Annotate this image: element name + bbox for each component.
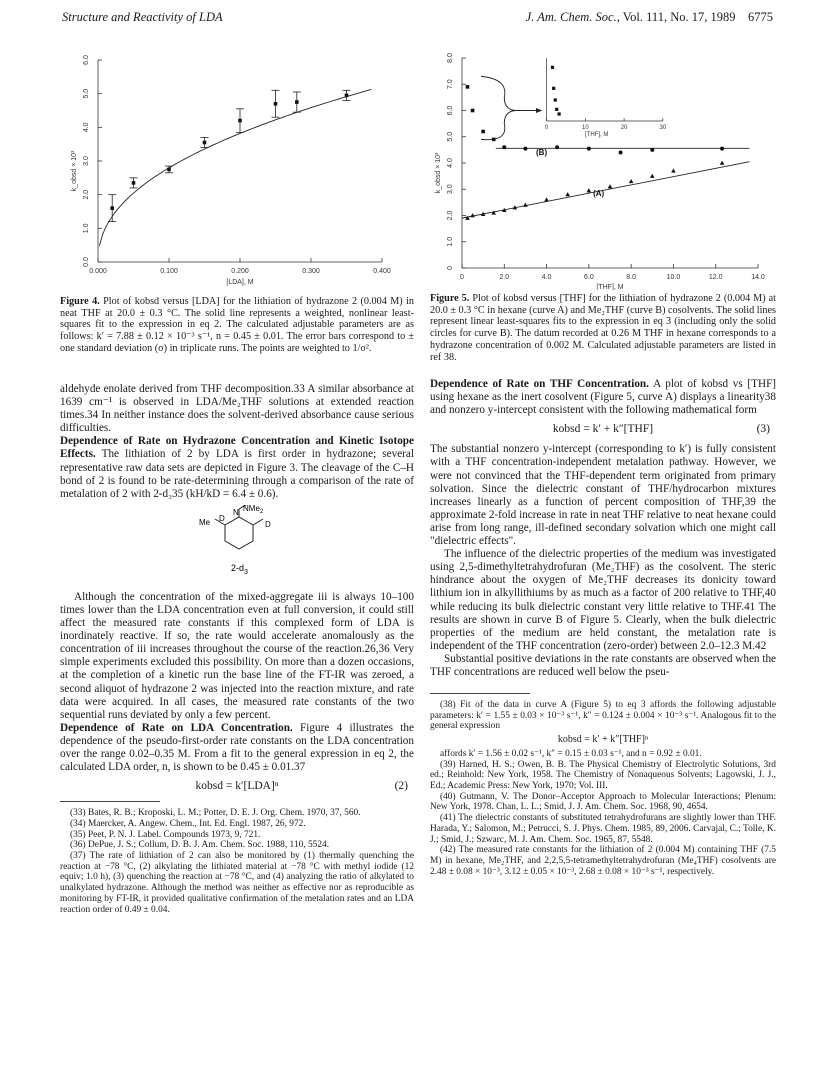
footnote-38a: (38) Fit of the data in curve A (Figure 5) to eq 3 affords the following adjustable parameters: k′ = 1.55 ± 0.03 × 10⁻³ s⁻¹, k″ = 0.124 ± 0.004 × 10⁻³ s⁻¹. Analogous fit to the general expression xyxy=(430,700,776,732)
figure-4-chart xyxy=(68,50,408,294)
fig5-point-b xyxy=(502,145,506,149)
figure-5-caption-text: Plot of kobsd versus [THF] for the lithiation of hydrazone 2 (0.004 M) at 20.0 ± 0.3 °C in hexane (curve A) and Me₂THF (curve B) cosolvents. The solid lines represent linear least-squares fits to the expression in eq 3 (including only the solid circles for curve B). The datum recorded at 0.26 M THF in hexane corresponds to a hydrazone concentration of 0.002 M. Calculated adjustable parameters are listed in ref 38. xyxy=(430,293,776,363)
paragraph-intercept: The substantial nonzero y-intercept (corresponding to k′) is fully consistent with a THF concentration-independent metalation pathway. However, we were not convinced that the THF-dependent term originated from primary solvation. Since the dielectric constant of THF/hydrocarbon mixtures increases linearly as a function of percent composition of THF,39 the approximate 2-fold increase in rate in neat THF relative to neat hexane could arise from long range, ill-defined secondary solvation which one might call "dielectric effects". xyxy=(430,443,776,548)
footnote-38b: affords k′ = 1.56 ± 0.02 s⁻¹, k″ = 0.15 ± 0.03 s⁻¹, and n = 0.92 ± 0.01. xyxy=(440,748,702,759)
footnote-right-1: (40) Gutmann, V. The Donor–Acceptor Approach to Molecular Interactions; Plenum: New York, 1978. Chan, L. L.; Smid, J. J. Am. Chem. Soc. 1968, 90, 4654. xyxy=(430,791,776,813)
fig4-y-tick-label: 6.0 xyxy=(83,55,90,65)
fig5-y-tick-label: 7.0 xyxy=(447,79,454,90)
fig5-inset-point xyxy=(552,87,555,90)
fig4-y-tick-label: 5.0 xyxy=(83,88,90,99)
equation-3 xyxy=(430,423,776,436)
fig4-x-axis-label: [LDA], M xyxy=(226,279,254,286)
fig5-x-tick-label: 10.0 xyxy=(666,274,681,281)
structure-me: Me xyxy=(199,517,211,527)
fig5-point-a xyxy=(671,168,676,172)
fig5-point-b xyxy=(587,147,591,151)
heading-hydrazone-dependence: Dependence of Rate on Hydrazone Concentration and Kinetic Isotope Effects. xyxy=(60,435,414,461)
fig5-inset-brace xyxy=(481,76,517,139)
fig5-inset-arrowhead xyxy=(536,108,542,113)
fig5-point-b-low xyxy=(466,85,470,89)
footnote-38-equation xyxy=(430,735,776,746)
fig5-point-b-low xyxy=(471,109,475,113)
fig5-y-tick-label: 8.0 xyxy=(447,53,454,63)
fig5-point-a xyxy=(608,184,613,188)
fig4-x-tick-label: 0.400 xyxy=(373,268,391,275)
fig4-data-point xyxy=(238,119,242,123)
figure-4-caption-text: Plot of kobsd versus [LDA] for the lithiation of hydrazone 2 (0.004 M) in neat THF at 20.0 ± 0.3 °C. The solid line represents a weighted, nonlinear least-squares fit to the expression in eq 2. The calculated adjustable parameters are as follows: k′ = 7.88 ± 0.12 × 10⁻³ s⁻¹, n = 0.45 ± 0.01. The error bars correspond to ± one standard deviation (σ) in triplicate runs. The points are weighted to 1/σ². xyxy=(60,296,414,354)
fig4-data-point xyxy=(295,100,299,104)
fig4-y-tick-label: 1.0 xyxy=(83,223,90,234)
fig4-x-tick-label: 0.100 xyxy=(160,268,178,275)
paragraph-thf: A plot of kobsd vs [THF] using hexane as the inert cosolvent (Figure 5, curve A) displays a linearity38 and nonzero y-intercept consistent with the following mathematical form xyxy=(430,378,777,417)
paragraph-deviations: Substantial positive deviations in the rate constants are observed when the THF concentrations are reduced well below the pseu- xyxy=(430,652,776,678)
fig5-curve-b-label: (B) xyxy=(536,148,548,158)
fig5-point-b xyxy=(523,147,527,151)
fig5-inset-tick-label: 10 xyxy=(581,125,589,131)
figure-5-chart xyxy=(432,50,778,290)
equation-2-body: kobsd = k′[LDA]ⁿ xyxy=(195,780,279,793)
fig5-y-tick-label: 3.0 xyxy=(447,184,454,195)
footnote-left-4: (37) The rate of lithiation of 2 can also be monitored by (1) thermally quenching the reaction at −78 °C, (2) alkylating the lithiated material at −78 °C with methyl iodide (12 equiv; 1.0 h), (3) quenching the reaction at −78 °C, and (4) analyzing the ratio of alkylated to unalkylated hydrazone. Although the method was neither as effective nor as reproducible as monitoring by FT-IR, it provided qualitative confirmation of the metalation rates and an LDA reaction order of 0.49 ± 0.04. xyxy=(60,851,414,915)
footnote-right-0: (39) Harned, H. S.; Owen, B. B. The Physical Chemistry of Electrolytic Solutions, 3rd ed.; Reinhold: New York, 1958. The Chemistry of Nonaqueous Solvents; Lagowski, J. J., Ed.; Academic Press: New York, 1970; Vol. III. xyxy=(430,759,776,791)
fig5-inset-point xyxy=(557,112,560,115)
fig4-data-point xyxy=(345,94,349,98)
footnote-left-1: (34) Maercker, A. Angew. Chem., Int. Ed. Engl. 1987, 26, 972. xyxy=(70,818,306,829)
paragraph-hydrazone: The lithiation of 2 by LDA is first order in hydrazone; several representative raw data sets are depicted in Figure 3. The cleavage of the C–H bond of 2 is found to be rate-determining through a comparison of the rate of metalation of 2 with 2-d₃35 (kH/kD = 6.4 ± 0.6). xyxy=(60,448,414,500)
fig4-x-tick-label: 0.200 xyxy=(231,268,249,275)
fig5-inset-point xyxy=(555,108,558,111)
footnote-right-3: (42) The measured rate constants for the lithiation of 2 (0.004 M) containing THF (7.5 M) in hexane, Me₂THF, and 2,2,5,5-tetramethyltetrahydrofuran (Me₄THF) cosolvents are 2.48 ± 0.08 × 10⁻³, 3.12 ± 0.05 × 10⁻³, 2.68 ± 0.08 × 10⁻³ s⁻¹, respectively. xyxy=(430,845,776,877)
equation-2-number: (2) xyxy=(394,780,408,793)
equation-3-number: (3) xyxy=(756,423,770,436)
fig5-point-a xyxy=(629,179,634,183)
fig5-x-tick-label: 4.0 xyxy=(541,274,552,281)
fig5-y-tick-label: 6.0 xyxy=(447,105,454,116)
fig5-inset-x-label: [THF], M xyxy=(585,132,609,138)
page-number: 6775 xyxy=(748,10,773,24)
fig4-y-axis-label: k_obsd × 10³ xyxy=(71,150,78,192)
fig5-point-a xyxy=(470,213,475,217)
fig5-point-b xyxy=(650,148,654,152)
fig5-x-tick-label: 2.0 xyxy=(499,274,510,281)
fig5-y-tick-label: 5.0 xyxy=(447,131,454,142)
paragraph-mixed-aggregate: Although the concentration of the mixed-aggregate iii is always 10–100 times lower than the LDA concentration even at full conversion, it could still affect the measured rate constants if this complexed form of LDA is inordinately reactive. If so, the rate would accelerate anomalously as the concentration of iii increases throughout the course of the reaction.26,36 Very simple experiments excluded this possibility. On more than a dozen occasions, at the completion of a kinetic run the base line of the FT-IR was zeroed, a second aliquot of hydrazone 2 was injected into the reaction mixture, and rate data were acquired. In all cases, the measured rate constants of the two sequential runs deviated by only a few percent. xyxy=(60,590,414,721)
figure-5-caption xyxy=(430,293,776,363)
fig5-inset-tick-label: 20 xyxy=(620,125,628,131)
fig5-y-tick-label: 4.0 xyxy=(447,158,454,168)
fig4-data-point xyxy=(167,168,171,172)
equation-2 xyxy=(60,780,414,793)
fig5-curve-a-label: (A) xyxy=(593,188,605,198)
fig5-inset-point xyxy=(551,66,554,69)
equation-3-body: kobsd = k′ + k″[THF] xyxy=(552,423,654,436)
journal-volume: Vol. 111, No. 17, 1989 xyxy=(622,10,736,24)
fig5-x-tick-label: 0 xyxy=(460,274,464,281)
structure-label: $2-d_3$ xyxy=(231,562,248,576)
fig5-point-a xyxy=(720,161,725,165)
journal-name: J. Am. Chem. Soc., xyxy=(525,10,620,24)
right-column-body xyxy=(430,378,776,877)
figure-5-caption-label: Figure 5. xyxy=(430,293,470,304)
fig5-point-b xyxy=(619,151,623,155)
fig4-data-point xyxy=(203,141,207,145)
fig4-data-point xyxy=(274,102,278,106)
fig5-x-tick-label: 14.0 xyxy=(751,274,765,281)
fig4-x-tick-label: 0.300 xyxy=(302,268,320,275)
footnotes-left xyxy=(60,808,414,915)
fig5-y-tick-label: 2.0 xyxy=(447,210,454,221)
structure-d-left: D xyxy=(219,513,225,523)
paragraph-enolate: aldehyde enolate derived from THF decomposition.33 A similar absorbance at 1639 cm⁻¹ is observed in LDA/Me₂THF solutions at extended reaction times.34 In neither instance does the solvent-derived absorbance cause serious difficulties. xyxy=(60,383,414,435)
fig5-inset-point xyxy=(554,98,557,101)
fig5-x-axis-label: [THF], M xyxy=(596,284,624,290)
fig5-point-b xyxy=(720,147,724,151)
fig4-y-tick-label: 4.0 xyxy=(83,122,90,133)
footnote-rule-right xyxy=(430,693,530,694)
footnote-38-equation-body: kobsd = k′ + k″[THF]ⁿ xyxy=(557,734,649,746)
footnote-left-0: (33) Bates, R. B.; Kroposki, L. M.; Potter, D. E. J. Org. Chem. 1970, 37, 560. xyxy=(70,808,361,819)
fig5-point-b xyxy=(555,145,559,149)
fig5-y-tick-label: 1.0 xyxy=(447,236,454,247)
left-column-body xyxy=(60,383,414,915)
fig5-point-b-low xyxy=(481,130,485,134)
fig5-x-tick-label: 8.0 xyxy=(626,274,637,281)
fig4-y-tick-label: 0.0 xyxy=(83,257,90,267)
figure-4-caption-label: Figure 4. xyxy=(60,296,100,307)
fig4-fit-curve xyxy=(99,89,371,246)
footnotes-right-list xyxy=(430,760,776,878)
fig5-y-axis-label: k_obsd × 10³ xyxy=(435,152,442,194)
fig5-inset-tick-label: 0 xyxy=(544,125,549,131)
footnote-left-2: (35) Peet, P. N. J. Label. Compounds 1973, 9, 721. xyxy=(70,829,261,840)
fig5-x-tick-label: 12.0 xyxy=(708,274,723,281)
journal-citation xyxy=(526,10,773,25)
fig4-x-tick-label: 0.000 xyxy=(89,268,107,275)
paragraph-lda: Figure 4 illustrates the dependence of the pseudo-first-order rate constants on the LDA concentration over the range 0.02–0.35 M. From a fit to the general expression in eq 2, the calculated LDA order, n, is shown to be 0.45 ± 0.01.37 xyxy=(60,721,414,774)
running-title: Structure and Reactivity of LDA xyxy=(62,10,223,24)
paragraph-dielectric: The influence of the dielectric properties of the medium was investigated using 2,5-dimethyltetrahydrofuran (Me₂THF) as the cosolvent. The steric hindrance about the oxygen of Me₂THF decreases its donicity toward lithium ion in alkyllithiums by as much as a factor of 200 relative to THF,40 while reducing its bulk dielectric constant very little relative to THF.41 The results are shown in curve B of Figure 5. Clearly, when the bulk dielectric properties of the medium are held constant, the metalation rate is independent of the THF concentration (zero-order) between 2.0–12.3 M.42 xyxy=(430,548,776,652)
structure-nme2: NMe$_2$ xyxy=(243,504,264,515)
fig5-point-a xyxy=(587,188,592,192)
heading-lda-dependence: Dependence of Rate on LDA Concentration. xyxy=(60,721,293,734)
fig4-y-tick-label: 2.0 xyxy=(83,189,90,200)
footnote-rule xyxy=(60,801,160,802)
figure-4-caption xyxy=(60,296,414,355)
fig5-point-a xyxy=(650,174,655,178)
fig4-y-tick-label: 3.0 xyxy=(83,156,90,166)
fig5-y-tick-label: 0 xyxy=(447,266,454,270)
fig4-data-point xyxy=(132,181,136,185)
footnotes-right xyxy=(430,700,776,877)
fig4-data-point xyxy=(110,206,114,210)
fig5-inset-tick-label: 30 xyxy=(659,125,667,131)
fig5-point-a xyxy=(544,197,549,201)
structure-2-d3-drawing xyxy=(177,505,297,583)
heading-thf-dependence: Dependence of Rate on THF Concentration. xyxy=(430,378,649,390)
fig5-x-tick-label: 6.0 xyxy=(583,274,594,281)
footnote-left-3: (36) DePue, J. S.; Collum, D. B. J. Am. Chem. Soc. 1988, 110, 5524. xyxy=(70,840,330,851)
structure-n: N xyxy=(233,507,239,517)
fig5-point-a xyxy=(523,203,528,207)
fig5-point-a xyxy=(565,192,570,196)
structure-d-right: D xyxy=(265,519,271,529)
structure-2-d3 xyxy=(60,505,414,583)
footnote-right-2: (41) The dielectric constants of substituted tetrahydrofurans are slightly lower than THF. Harada, Y.; Salomon, M.; Petrucci, S. J. Phys. Chem. 1985, 89, 2006. Carvajal, C.; Tolle, K. J.; Smid, J.; Szwarc, M. J. Am. Chem. Soc. 1965, 87, 5548. xyxy=(430,813,776,845)
